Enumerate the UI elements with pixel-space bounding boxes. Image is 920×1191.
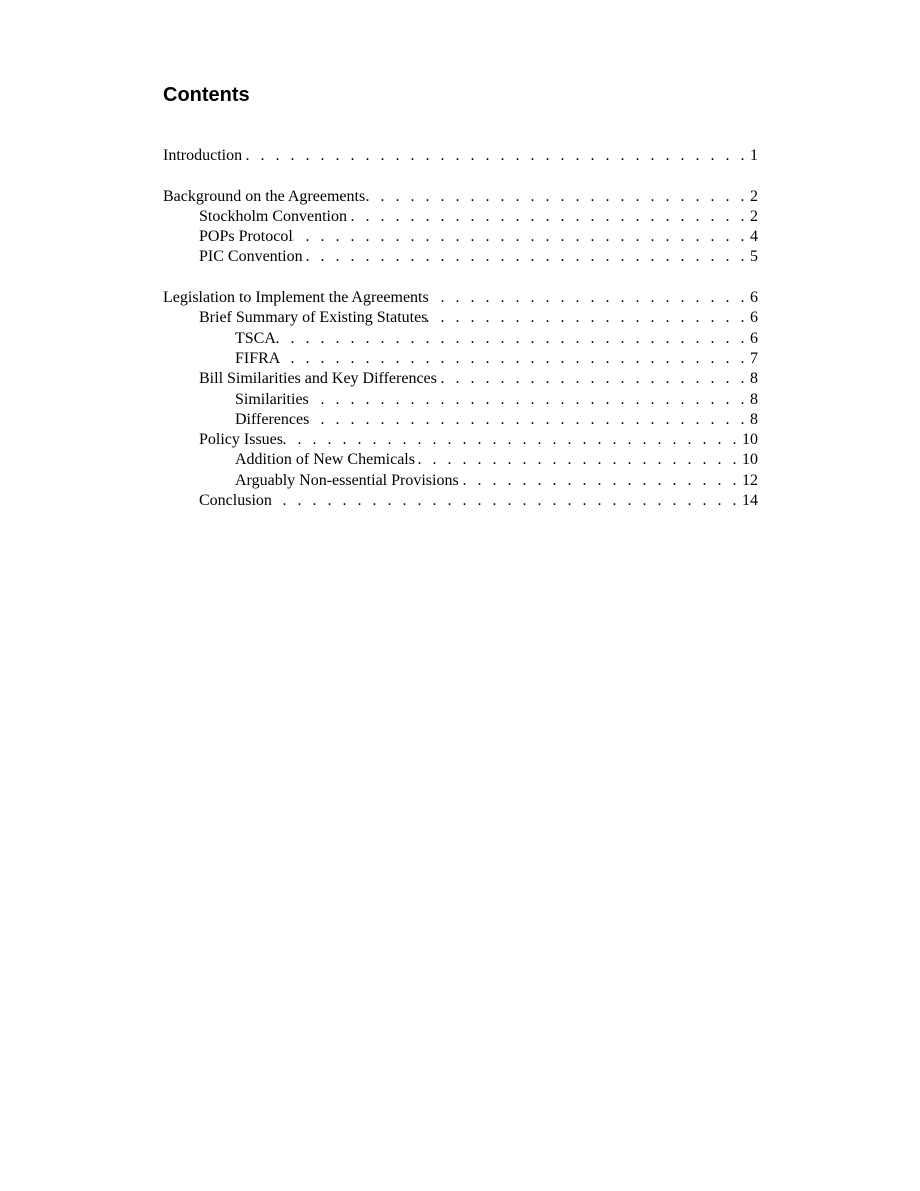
table-of-contents — [163, 146, 758, 511]
toc-entry-policy-issues[interactable] — [163, 430, 758, 450]
toc-entry-label: Arguably Non-essential Provisions — [235, 471, 459, 489]
dot-leader — [415, 450, 742, 470]
toc-entry-label: Stockholm Convention — [199, 207, 347, 225]
dot-leader — [437, 369, 750, 389]
toc-page-number: 7 — [750, 349, 758, 367]
dot-leader — [429, 288, 750, 308]
toc-page-number: 6 — [750, 329, 758, 347]
toc-page-number: 6 — [750, 309, 758, 327]
toc-page-number: 2 — [750, 207, 758, 225]
dot-leader — [293, 227, 750, 247]
toc-entry-conclusion[interactable] — [163, 491, 758, 511]
toc-entry-label: POPs Protocol — [199, 228, 293, 246]
toc-entry-label: TSCA — [235, 329, 276, 347]
toc-page-number: 10 — [742, 451, 758, 469]
toc-entry-label: Legislation to Implement the Agreements — [163, 289, 429, 307]
toc-entry-legislation[interactable] — [163, 288, 758, 308]
toc-entry-non-essential-provisions[interactable] — [163, 471, 758, 491]
toc-page-number: 1 — [750, 147, 758, 164]
dot-leader — [309, 390, 750, 410]
toc-page-number: 2 — [750, 187, 758, 205]
dot-leader — [365, 187, 750, 207]
dot-leader — [427, 308, 750, 328]
toc-entry-introduction[interactable] — [163, 146, 758, 166]
dot-leader — [276, 329, 750, 349]
dot-leader — [459, 471, 742, 491]
toc-entry-bill-similarities[interactable] — [163, 369, 758, 389]
toc-page-number: 12 — [742, 471, 758, 489]
toc-entry-label: Background on the Agreements — [163, 187, 366, 205]
toc-entry-pic-convention[interactable] — [163, 247, 758, 267]
toc-page-number: 8 — [750, 370, 758, 388]
dot-leader — [347, 207, 750, 227]
toc-entry-brief-summary[interactable] — [163, 308, 758, 328]
toc-entry-addition-new-chemicals[interactable] — [163, 450, 758, 470]
toc-entry-label: Bill Similarities and Key Differences — [199, 370, 437, 388]
toc-entry-label: Brief Summary of Existing Statutes — [199, 309, 428, 327]
page-title: Contents — [163, 84, 250, 106]
dot-leader — [303, 247, 750, 267]
toc-entry-differences[interactable] — [163, 410, 758, 430]
dot-leader — [280, 349, 750, 369]
toc-entry-fifra[interactable] — [163, 349, 758, 369]
toc-entry-similarities[interactable] — [163, 390, 758, 410]
toc-entry-label: Similarities — [235, 390, 309, 408]
toc-entry-pops-protocol[interactable] — [163, 227, 758, 247]
toc-page-number: 8 — [750, 390, 758, 408]
toc-page-number: 10 — [742, 431, 758, 449]
dot-leader — [242, 146, 750, 166]
toc-page-number: 6 — [750, 289, 758, 307]
toc-entry-label: Policy Issues — [199, 431, 283, 449]
toc-page-number: 14 — [742, 492, 758, 510]
toc-entry-stockholm-convention[interactable] — [163, 207, 758, 227]
toc-entry-background[interactable] — [163, 187, 758, 207]
toc-entry-label: Differences — [235, 410, 310, 428]
toc-entry-tsca[interactable] — [163, 329, 758, 349]
toc-page-number: 5 — [750, 248, 758, 266]
toc-page-number: 4 — [750, 228, 758, 246]
dot-leader — [283, 430, 742, 450]
dot-leader — [272, 491, 742, 511]
toc-entry-label: FIFRA — [235, 349, 281, 367]
dot-leader — [309, 410, 750, 430]
toc-entry-label: Introduction — [163, 147, 243, 164]
toc-entry-label: Conclusion — [199, 492, 272, 510]
toc-entry-label: Addition of New Chemicals — [235, 451, 415, 469]
toc-entry-label: PIC Convention — [199, 248, 303, 266]
toc-page-number: 8 — [750, 410, 758, 428]
